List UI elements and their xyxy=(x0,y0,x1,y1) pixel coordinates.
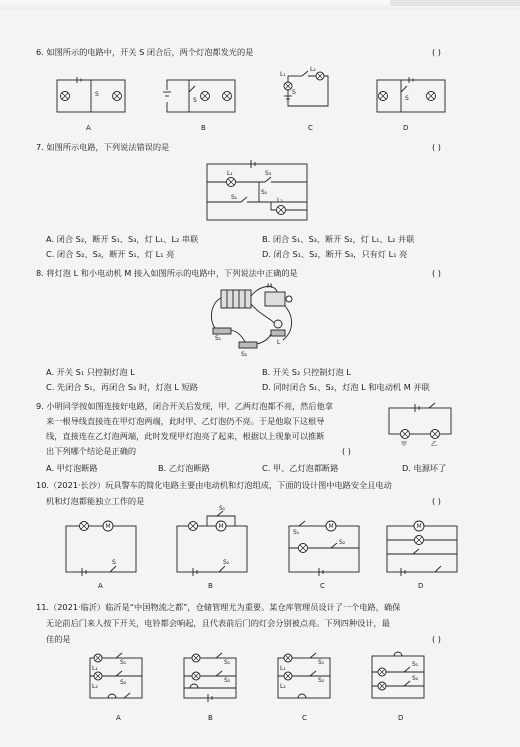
q7-option-d[interactable]: D. 闭合 S₁、S₂，断开 S₃，只有灯 L₁ 亮 xyxy=(262,249,408,259)
q10-circuit-a xyxy=(62,520,142,576)
q9-option-c[interactable]: C. 甲、乙灯泡都断路 xyxy=(262,463,339,473)
q6-circuit-c xyxy=(280,66,340,115)
q10c-motor-label: M xyxy=(328,523,334,530)
q10-line-2: 机和灯泡都能独立工作的是 xyxy=(46,496,145,506)
q9-line-2: 来一根导线直接连在甲灯泡两端，此时甲、乙灯泡仍不亮。于是他取下这根导 xyxy=(46,416,325,426)
q6a-switch-label: S xyxy=(95,91,99,98)
q11-circuit-a xyxy=(86,650,148,706)
q8-option-c[interactable]: C. 先闭合 S₁，再闭合 S₂ 时，灯泡 L 短路 xyxy=(46,382,198,392)
q11-label-b: B xyxy=(208,714,213,722)
q6c-l1-label: L₁ xyxy=(280,71,286,78)
q8-answer-paren[interactable]: ( ) xyxy=(432,268,441,278)
q10-label-d: D xyxy=(418,582,424,590)
q7-l1-label: L₁ xyxy=(227,170,233,177)
q11-answer-paren[interactable]: ( ) xyxy=(432,634,441,644)
q6-label-b: B xyxy=(201,124,206,132)
q7-circuit xyxy=(205,158,315,224)
q11a-s2-label: S₂ xyxy=(120,679,127,686)
q10-circuit-d xyxy=(383,516,463,576)
q6c-switch-label: S xyxy=(292,89,296,96)
q11b-s1-label: S₁ xyxy=(224,659,231,666)
q11-line-3: 佳的是 xyxy=(46,634,71,644)
q8-option-b[interactable]: B. 开关 S₂ 只控制灯泡 L xyxy=(262,367,351,377)
q11b-s2-label: S₂ xyxy=(224,677,231,684)
q9-lamp-yi-label: 乙 xyxy=(431,441,438,448)
q8-s2-label: S₂ xyxy=(241,351,248,358)
q11d-s2-label: S₂ xyxy=(412,675,419,682)
q10a-switch-label: S xyxy=(112,559,116,566)
q11-label-c: C xyxy=(302,714,307,722)
q7-s1-label: S₁ xyxy=(231,194,238,201)
q11-label-d: D xyxy=(398,714,404,722)
q10-label-b: B xyxy=(208,582,213,590)
q7-answer-paren[interactable]: ( ) xyxy=(432,142,441,152)
q10b-s2-label: S₂ xyxy=(223,559,230,566)
q6-label-a: A xyxy=(86,124,91,132)
q8-physical-circuit xyxy=(205,284,305,362)
q11-circuit-c xyxy=(274,650,336,706)
q6b-switch-label: S xyxy=(193,97,197,104)
q6-circuit-d xyxy=(375,78,450,116)
q6-circuit-a xyxy=(55,78,130,116)
q10d-motor-label: M xyxy=(416,523,422,530)
q7-s2-label: S₂ xyxy=(261,189,268,196)
q10-line-1: 10.（2021·长沙）玩具警车的简化电路主要由电动机和灯泡组成，下面的设计图中电路安全且电动 xyxy=(36,480,392,490)
q9-answer-paren[interactable]: ( ) xyxy=(342,446,351,456)
q7-option-a[interactable]: A. 闭合 S₂，断开 S₁、S₃，灯 L₁、L₂ 串联 xyxy=(46,234,199,244)
q6-label-d: D xyxy=(403,124,409,132)
q9-circuit xyxy=(385,400,455,446)
q7-s3-label: S₃ xyxy=(265,170,272,177)
q7-option-b[interactable]: B. 闭合 S₁、S₃，断开 S₂，灯 L₁、L₂ 并联 xyxy=(262,234,415,244)
q7-stem: 7. 如图所示电路，下列说法错误的是 xyxy=(36,142,170,152)
q9-option-a[interactable]: A. 甲灯泡断路 xyxy=(46,463,98,473)
q6d-switch-label: S xyxy=(405,95,409,102)
q11d-s1-label: S₁ xyxy=(412,661,419,668)
q9-line-1: 9. 小明同学按如图连接好电路，闭合开关后发现，甲、乙两灯泡都不亮，然后他拿 xyxy=(36,401,333,411)
q9-lamp-jia-label: 甲 xyxy=(401,441,408,448)
q7-option-c[interactable]: C. 闭合 S₂、S₃，断开 S₁，灯 L₁ 亮 xyxy=(46,249,175,259)
q10b-s1-label: S₁ xyxy=(219,505,226,512)
q6c-l2-label: L₂ xyxy=(310,66,316,73)
q10c-s2-label: S₂ xyxy=(339,539,346,546)
q10-circuit-c xyxy=(285,520,365,576)
q11a-l2-label: L₂ xyxy=(92,683,98,690)
q8-option-d[interactable]: D. 同时闭合 S₁、S₂，灯泡 L 和电动机 M 并联 xyxy=(262,382,430,392)
q11a-s1-label: S₁ xyxy=(120,659,127,666)
q6-circuit-b xyxy=(165,78,240,116)
q11-label-a: A xyxy=(116,714,121,722)
q10-circuit-b xyxy=(173,505,253,576)
q11-line-2: 无论前后门来人按下开关，电铃都会响起，且代表前后门的灯会分别被点亮。下列四种设计，最 xyxy=(46,618,390,628)
q9-option-b[interactable]: B. 乙灯泡断路 xyxy=(158,463,210,473)
q10b-motor-label: M xyxy=(218,523,224,530)
q11a-l1-label: L₁ xyxy=(92,665,98,672)
q9-option-d[interactable]: D. 电源坏了 xyxy=(402,463,447,473)
q11-circuit-d xyxy=(368,648,430,706)
q6-answer-paren[interactable]: ( ) xyxy=(432,47,441,57)
q8-s1-label: S₁ xyxy=(215,335,222,342)
q8-m-label: M xyxy=(267,283,273,290)
q8-option-a[interactable]: A. 开关 S₁ 只控制灯泡 L xyxy=(46,367,135,377)
q11c-l1-label: L₁ xyxy=(280,665,286,672)
q6-stem: 6. 如图所示的电路中，开关 S 闭合后，两个灯泡都发光的是 xyxy=(36,47,254,57)
q8-l-label: L xyxy=(277,339,281,346)
q11c-s1-label: S₁ xyxy=(318,659,325,666)
q10-answer-paren[interactable]: ( ) xyxy=(432,496,441,506)
q10c-s1-label: S₁ xyxy=(293,529,300,536)
q11c-s2-label: S₂ xyxy=(318,677,325,684)
q11-circuit-b xyxy=(180,650,242,706)
q11c-l2-label: L₂ xyxy=(280,683,286,690)
q9-line-4: 出下列哪个结论是正确的 xyxy=(46,446,137,456)
q9-line-3: 线，直接连在乙灯泡两端，此时发现甲灯泡亮了起来，根据以上现象可以推断 xyxy=(46,431,325,441)
q6-label-c: C xyxy=(308,124,313,132)
q10-label-a: A xyxy=(98,582,103,590)
q7-l2-label: L₂ xyxy=(277,197,283,204)
page-fold-corner xyxy=(390,0,520,6)
q10-label-c: C xyxy=(320,582,325,590)
q11-line-1: 11.（2021·临沂）临沂是“中国物流之都”，仓储管理尤为重要。某仓库管理员设计了一个电路，确保 xyxy=(36,602,401,612)
q8-stem: 8. 将灯泡 L 和小电动机 M 接入如图所示的电路中，下列说法中正确的是 xyxy=(36,268,298,278)
q10a-motor-label: M xyxy=(105,523,111,530)
